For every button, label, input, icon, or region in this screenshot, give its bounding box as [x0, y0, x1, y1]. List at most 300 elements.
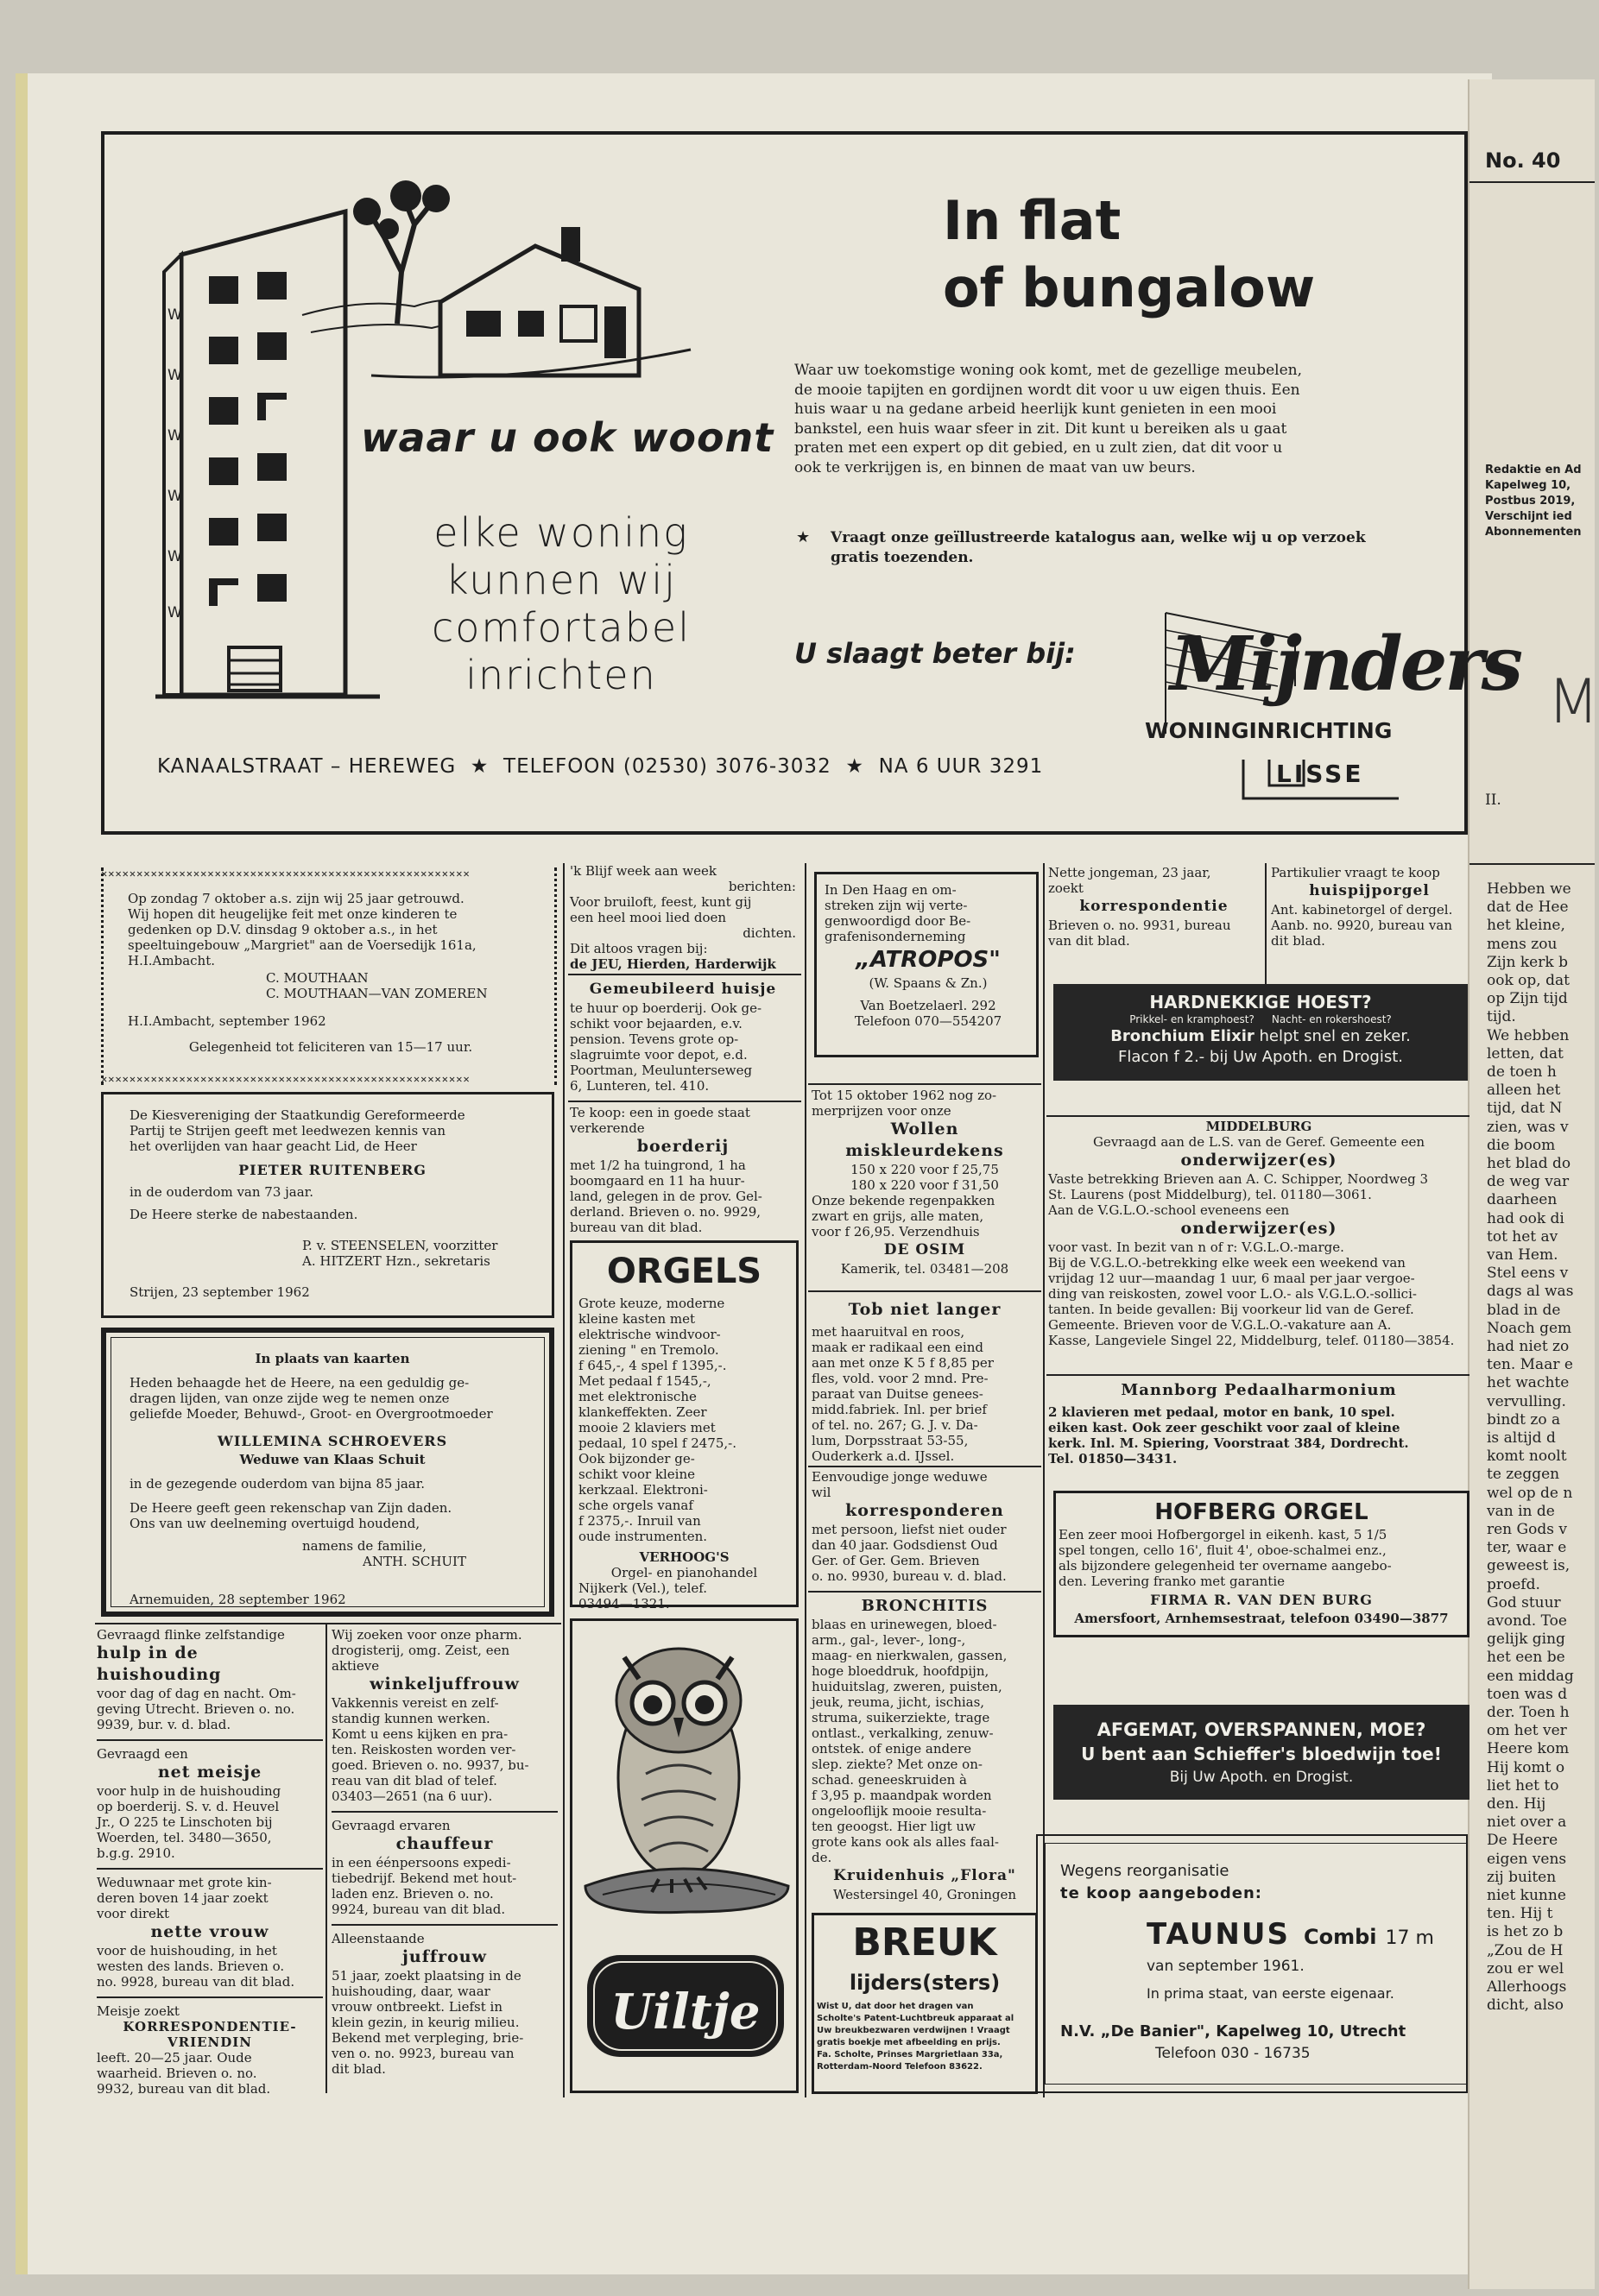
text-line: net meisje: [157, 1763, 262, 1782]
right-page-line: zou er wel: [1487, 1959, 1564, 1977]
text-line: Kruidenhuis „Flora": [833, 1867, 1016, 1884]
ad-body-line: ook te verkrijgen is, en binnen de maat van uw beurs.: [794, 458, 1196, 476]
text-line: kerk. Inl. M. Spiering, Voorstraat 384, Dordrecht.: [1048, 1435, 1409, 1451]
text-line: mooie 2 klaviers met: [578, 1420, 716, 1435]
text-line: TAUNUS: [1147, 1917, 1290, 1952]
right-page-line: op Zijn tijd: [1487, 990, 1568, 1008]
text-line: grote kans ook als alles faal-: [812, 1834, 999, 1850]
bronchitis-ad: [812, 1595, 1038, 1902]
text-line: een heel mooi lied doen: [570, 910, 727, 925]
text-line: zoekt: [1048, 880, 1084, 896]
text-line: Poortman, Meulunterseweg: [570, 1063, 753, 1078]
text-line: namens de familie,: [302, 1538, 427, 1554]
text-line: Combi: [1303, 1925, 1377, 1949]
text-line: Grote keuze, moderne: [578, 1296, 725, 1311]
right-page-line: tijd.: [1487, 1008, 1516, 1026]
text-line: Gevraagd flinke zelfstandige: [97, 1627, 285, 1643]
text-line: gratis boekje met afbeelding en prijs.: [817, 2038, 1001, 2047]
text-line: deren boven 14 jaar zoekt: [97, 1890, 269, 1906]
text-line: Vaste betrekking Brieven aan A. C. Schipper, Noordweg 3: [1048, 1171, 1429, 1187]
breuk-text: [817, 1918, 1033, 2073]
text-line: struma, suikerziekte, trage: [812, 1710, 990, 1725]
text-line: als bijzondere gelegenheid ter overname aangebo-: [1059, 1558, 1392, 1574]
x-border-right: [544, 867, 557, 1085]
text-line: 9932, bureau van dit blad.: [97, 2081, 271, 2097]
text-line: dichten.: [743, 925, 796, 941]
text-line: Amersfoort, Arnhemsestraat, telefoon 03490—3877: [1074, 1611, 1449, 1626]
text-line: H.I.Ambacht, september 1962: [128, 1013, 326, 1029]
text-line: nette vrouw: [150, 1922, 269, 1941]
right-page-line: had niet zo: [1487, 1338, 1570, 1355]
text-line: f 3,95 p. maandpak worden: [812, 1788, 992, 1803]
window-letter: W: [167, 427, 182, 445]
text-line: 17 m: [1385, 1927, 1434, 1949]
text-line: Jr., O 225 te Linschoten bij: [97, 1814, 273, 1830]
right-page-line: blad in de: [1487, 1301, 1561, 1319]
text-line: drogisterij, omg. Zeist, een: [332, 1643, 510, 1658]
text-line: arm., gal-, lever-, long-,: [812, 1632, 966, 1648]
text-line: voor dag of dag en nacht. Om-: [97, 1686, 296, 1701]
text-line: Scholte's Patent-Luchtbreuk apparaat al: [817, 2014, 1014, 2023]
right-page-line: de weg var: [1487, 1173, 1570, 1191]
orgels-text: [578, 1247, 790, 1612]
right-page-line: Stel eens v: [1487, 1265, 1569, 1283]
text-line: vrouw ontbreekt. Liefst in: [332, 1999, 502, 2015]
text-line: De Kiesvereniging der Staatkundig Gereformeerde: [130, 1107, 465, 1123]
right-page-line: is het zo b: [1487, 1923, 1564, 1941]
ad-body-line: bankstel, een huis waar sfeer in zit. Dit kunt u bereiken als u gaat: [794, 419, 1287, 438]
text-line: 150 x 220 voor f 25,75: [850, 1162, 999, 1177]
text-line: westen des lands. Brieven o.: [97, 1959, 285, 1974]
text-line: tanten. In beide gevallen: Bij voorkeur lid van de Geref.: [1048, 1302, 1414, 1317]
text-line: ORGELS: [606, 1252, 762, 1291]
right-page-line: ook op, dat: [1487, 972, 1570, 989]
text-line: Ons van uw deelneming overtuigd houdend,: [130, 1516, 420, 1531]
text-line: Onze bekende regenpakken: [812, 1193, 995, 1208]
text-line: f 2375,-. Inruil van: [578, 1513, 701, 1529]
text-line: wil: [812, 1485, 831, 1500]
text-line: WILLEMINA SCHROEVERS: [217, 1433, 448, 1449]
tagline-line: inrichten: [465, 652, 657, 698]
text-line: Wij hopen dit heugelijke feit met onze kinderen te: [128, 906, 458, 922]
section-number: II.: [1485, 792, 1501, 809]
right-page-line: het een be: [1487, 1649, 1565, 1667]
text-line: Te koop: een in goede staat: [570, 1105, 750, 1120]
text-line: Gemeubileerd huisje: [589, 981, 777, 998]
text-line: P. v. STEENSELEN, voorzitter: [302, 1238, 498, 1253]
text-line: Nette jongeman, 23 jaar,: [1048, 865, 1211, 880]
text-line: Wist U, dat door het dragen van: [817, 2002, 974, 2011]
text-line: grafenisonderneming: [825, 929, 966, 944]
right-page-line: om het ver: [1487, 1722, 1567, 1740]
text-line: hoge bloeddruk, hoofdpijn,: [812, 1663, 989, 1679]
ad-body: [794, 361, 1438, 477]
wedding-text: [128, 891, 534, 1055]
uiltje-brand: Uiltje: [610, 1984, 761, 2041]
slaagt-beter: U slaagt beter bij:: [794, 637, 1076, 670]
text-line: vrijdag 12 uur—maandag 1 uur, 6 maal per jaar vergoe-: [1048, 1271, 1415, 1286]
text-line: ontstek. of enige andere: [812, 1741, 972, 1757]
text-line: Met pedaal f 1545,-,: [578, 1373, 711, 1389]
text-line: ding van reiskosten, zowel voor L.O.- als V.G.L.O.-sollici-: [1048, 1286, 1417, 1302]
logo-city: LISSE: [1276, 760, 1364, 788]
huispijporgel-ad: [1271, 865, 1468, 949]
headline-2: of bungalow: [943, 256, 1316, 319]
text-line: In Den Haag en om-: [825, 882, 957, 898]
ad-body-line: huis waar u na gedane arbeid heerlijk kunt genieten in een mooi: [794, 401, 1277, 418]
text-line: Bronchium Elixir: [1110, 1027, 1255, 1045]
logo-sub: WONINGINRICHTING: [1145, 718, 1393, 743]
text-line: Mannborg Pedaalharmonium: [1121, 1381, 1397, 1399]
right-page-line: Hebben we: [1487, 880, 1571, 898]
text-line: onderwijzer(es): [1180, 1219, 1337, 1238]
text-line: slep. ziekte? Met onze on-: [812, 1757, 983, 1772]
text-line: of tel. no. 267; G. J. v. Da-: [812, 1417, 978, 1433]
weduwe-ad: [812, 1469, 1038, 1584]
right-page-line: wel op de n: [1487, 1484, 1573, 1502]
atropos-text: [825, 882, 1032, 1029]
text-line: ten geoogst. Hier ligt uw: [812, 1819, 976, 1834]
right-page-line: zij buiten: [1487, 1868, 1557, 1886]
text-line: lum, Dorpsstraat 53-55,: [812, 1433, 969, 1448]
right-page-line: bindt zo a: [1487, 1410, 1561, 1429]
text-line: Tob niet langer: [848, 1300, 1002, 1319]
right-page-line: God stuur: [1487, 1593, 1561, 1612]
text-line: ongelooflijk mooie resulta-: [812, 1803, 987, 1819]
text-line: merprijzen voor onze: [812, 1103, 951, 1119]
mannborg-ad: [1048, 1379, 1469, 1467]
text-line: Op zondag 7 oktober a.s. zijn wij 25 jaar getrouwd.: [128, 891, 465, 906]
right-page-line: had ook di: [1487, 1209, 1564, 1227]
text-line: voor direkt: [97, 1906, 170, 1921]
star-icon: ★: [796, 528, 811, 546]
right-page-line: ten. Maar e: [1487, 1356, 1573, 1374]
ad-body-line: Waar uw toekomstige woning ook komt, met de gezellige meubelen,: [794, 362, 1303, 379]
text-line: Van Boetzelaerl. 292: [860, 998, 996, 1013]
text-line: Weduwnaar met grote kin-: [97, 1875, 272, 1890]
text-line: Kasse, Langeviele Singel 22, Middelburg, telef. 01180—3854.: [1048, 1333, 1455, 1348]
text-line: gedenken op D.V. dinsdag 9 oktober a.s., in het: [128, 922, 438, 937]
text-line: tiebedrijf. Bekend met hout-: [332, 1870, 517, 1886]
text-line: b.g.g. 2910.: [97, 1845, 175, 1861]
text-line: spel tongen, cello 16', fluit 4', oboe-schalmei enz.,: [1059, 1542, 1387, 1558]
right-page-line: gelijk ging: [1487, 1631, 1565, 1649]
text-line: korresponderen: [845, 1501, 1004, 1520]
nette-ad: [1048, 865, 1260, 949]
text-line: N.V. „De Banier", Kapelweg 10, Utrecht: [1060, 2022, 1406, 2041]
text-line: blaas en urinewegen, bloed-: [812, 1617, 997, 1632]
text-line: Orgel- en pianohandel: [610, 1565, 758, 1580]
classifieds-left: [97, 1627, 323, 2097]
text-line: Wollen: [890, 1120, 959, 1139]
text-line: Ook bijzonder ge-: [578, 1451, 695, 1467]
text-line: op boerderij. S. v. d. Heuvel: [97, 1799, 280, 1814]
text-line: maak er radikaal een eind: [812, 1340, 983, 1355]
text-line: jeuk, reuma, jicht, ischias,: [812, 1694, 985, 1710]
text-line: H.I.Ambacht.: [128, 953, 216, 968]
text-line: laden enz. Brieven o. no.: [332, 1886, 494, 1902]
text-line: ven o. no. 9923, bureau van: [332, 2046, 515, 2061]
taunus-title-line: [1060, 1917, 1466, 1952]
text-line: Ouderkerk a.d. IJssel.: [812, 1448, 955, 1464]
text-line: Uw breukbezwaren verdwijnen ! Vraagt: [817, 2026, 1010, 2035]
right-page-line: Noach gem: [1487, 1319, 1572, 1337]
text-line: land, gelegen in de prov. Gel-: [570, 1189, 762, 1204]
text-line: te koop aangeboden:: [1060, 1884, 1263, 1902]
text-line: 03494—1321.: [578, 1596, 670, 1612]
text-line: eiken kast. Ook zeer geschikt voor zaal of kleine: [1048, 1420, 1400, 1435]
text-line: kleine kasten met: [578, 1311, 696, 1327]
right-page-line: van in de: [1487, 1502, 1555, 1520]
text-line: genwoordigd door Be-: [825, 913, 971, 929]
right-page-line: We hebben: [1487, 1026, 1570, 1044]
right-page-line: ren Gods v: [1487, 1521, 1567, 1538]
text-line: sche orgels vanaf: [578, 1498, 693, 1513]
right-page-line: vervulling.: [1487, 1392, 1566, 1410]
text-line: ziening " en Tremolo.: [578, 1342, 719, 1358]
text-line: de JEU, Hierden, Harderwijk: [570, 956, 776, 972]
text-line: Partikulier vraagt te koop: [1271, 865, 1440, 880]
text-line: elektrische windvoor-: [578, 1327, 721, 1342]
ad-bottom-line: KANAALSTRAAT – HEREWEG ★ TELEFOON (02530) 3076-3032 ★ NA 6 UUR 3291: [157, 755, 1044, 778]
text-line: klankeffekten. Zeer: [578, 1404, 707, 1420]
text-line: Eenvoudige jonge weduwe: [812, 1469, 988, 1485]
drop-letter: M: [1547, 666, 1599, 737]
masthead-line: Verschijnt ied: [1485, 510, 1572, 523]
death-notice-1-text: [130, 1107, 535, 1300]
text-line: streken zijn wij verte-: [825, 898, 968, 913]
text-line: fles, vold. voor 2 mnd. Pre-: [812, 1371, 989, 1386]
window-letter: W: [167, 488, 182, 505]
text-line: dit blad.: [332, 2061, 386, 2077]
right-page-line: zien, was v: [1487, 1118, 1569, 1136]
text-line: Rotterdam-Noord Telefoon 83622.: [817, 2062, 983, 2072]
text-line: U bent aan Schieffer's bloedwijn toe!: [1081, 1744, 1442, 1764]
text-line: HOFBERG ORGEL: [1154, 1499, 1368, 1525]
right-page-line: het blad do: [1487, 1155, 1571, 1172]
right-page-line: tijd, dat N: [1487, 1100, 1563, 1118]
text-line: 6, Lunteren, tel. 410.: [570, 1078, 710, 1094]
x-border-bottom: ✕✕✕✕✕✕✕✕✕✕✕✕✕✕✕✕✕✕✕✕✕✕✕✕✕✕✕✕✕✕✕✕✕✕✕✕✕✕✕✕✕✕✕✕✕✕✕✕✕✕✕✕: [101, 1073, 471, 1085]
hoest-subline: [1053, 1013, 1468, 1026]
right-page-line: van Hem.: [1487, 1246, 1558, 1264]
text-line: Wegens reorganisatie: [1060, 1862, 1229, 1880]
text-line: verkerende: [570, 1120, 645, 1136]
offer: [831, 528, 1435, 567]
text-line: oude instrumenten.: [578, 1529, 708, 1544]
text-line: het overlijden van haar geacht Lid, de Heer: [130, 1139, 417, 1154]
text-line: Westersingel 40, Groningen: [832, 1887, 1017, 1902]
right-page-line: letten, dat: [1487, 1044, 1564, 1063]
text-line: Ger. of Ger. Gem. Brieven: [812, 1553, 980, 1568]
right-page-line: De Heere: [1487, 1832, 1558, 1850]
right-page-line: te zeggen: [1487, 1466, 1560, 1484]
tagline-line: kunnen wij: [446, 557, 677, 603]
text-line: Prikkel- en kramphoest?: [1129, 1013, 1255, 1025]
text-line: lijders(sters): [849, 1971, 1001, 1995]
text-line: VRIENDIN: [167, 2034, 252, 2050]
text-line: in een éénpersoons expedi-: [332, 1855, 511, 1870]
classifieds-right: [332, 1627, 558, 2077]
text-line: 51 jaar, zoekt plaatsing in de: [332, 1968, 521, 1984]
right-page-line: het wachte: [1487, 1374, 1570, 1392]
page-edge: [16, 73, 28, 2274]
middelburg-ad: [1048, 1119, 1469, 1348]
text-line: VERHOOG'S: [639, 1549, 730, 1565]
right-page-line: het kleine,: [1487, 917, 1565, 935]
text-line: In prima staat, van eerste eigenaar.: [1147, 1985, 1394, 2002]
right-page-line: Zijn kerk b: [1487, 953, 1568, 971]
text-line: De Heere geeft geen rekenschap van Zijn daden.: [130, 1500, 452, 1516]
right-page-line: proefd.: [1487, 1575, 1540, 1593]
right-page-line: toen was d: [1487, 1685, 1568, 1703]
text-line: speeltuingebouw „Margriet" aan de Voersedijk 161a,: [128, 937, 477, 953]
hofberg-text: [1059, 1498, 1464, 1626]
text-line: boomgaard en 11 ha huur-: [570, 1173, 745, 1189]
text-line: Partij te Strijen geeft met leedwezen kennis van: [130, 1123, 446, 1139]
text-line: DE OSIM: [883, 1241, 966, 1258]
text-line: Ant. kabinetorgel of dergel.: [1271, 902, 1453, 918]
right-page-line: een middag: [1487, 1667, 1574, 1685]
text-line: schad. geneeskruiden à: [812, 1772, 967, 1788]
right-page-line: Hij komt o: [1487, 1758, 1565, 1776]
text-line: winkeljuffrouw: [370, 1675, 520, 1694]
text-line: geving Utrecht. Brieven o. no.: [97, 1701, 295, 1717]
right-page-line: Heere kom: [1487, 1740, 1570, 1758]
text-line: miskleurdekens: [845, 1141, 1004, 1160]
text-line: C. MOUTHAAN—VAN ZOMEREN: [266, 986, 488, 1001]
afgemat-text: [1053, 1718, 1469, 1788]
text-line: de.: [812, 1850, 832, 1865]
wollen-ad: [812, 1088, 1038, 1277]
ad-body-line: praten met een expert op dit gebied, en u zult zien, dat dit voor u: [794, 439, 1283, 457]
text-line: ten. Reiskosten worden ver-: [332, 1742, 516, 1757]
text-line: waarheid. Brieven o. no.: [97, 2066, 257, 2081]
text-line: boerderij: [636, 1137, 730, 1156]
death-notice-2-text: [130, 1351, 535, 1607]
text-line: kerkzaal. Elektroni-: [578, 1482, 708, 1498]
right-page-line: Allerhoogs: [1487, 1978, 1567, 1996]
text-line: Weduwe van Klaas Schuit: [239, 1452, 426, 1467]
text-line: dragen lijden, van onze zijde weg te nemen onze: [130, 1391, 450, 1406]
right-page-line: liet het to: [1487, 1776, 1559, 1795]
text-line: no. 9928, bureau van dit blad.: [97, 1974, 295, 1990]
text-line: Gelegenheid tot feliciteren van 15—17 uur.: [188, 1039, 473, 1055]
window-letter: W: [167, 367, 182, 384]
right-page-line: ten. Hij t: [1487, 1905, 1553, 1923]
issue-number: No. 40: [1485, 148, 1561, 173]
text-line: PIETER RUITENBERG: [238, 1162, 427, 1178]
text-line: Nijkerk (Vel.), telef.: [578, 1580, 708, 1596]
text-line: met elektronische: [578, 1389, 697, 1404]
text-line: onderwijzer(es): [1180, 1151, 1337, 1170]
slogan: waar u ook woont: [361, 414, 774, 461]
text-line: huispijporgel: [1309, 882, 1430, 899]
text-line: midd.fabriek. Inl. per brief: [812, 1402, 987, 1417]
text-line: Tot 15 oktober 1962 nog zo-: [812, 1088, 997, 1103]
text-line: Alleenstaande: [332, 1931, 425, 1946]
window-letter: W: [167, 604, 182, 621]
text-line: Fa. Scholte, Prinses Margrietlaan 33a,: [817, 2050, 1003, 2059]
text-line: Strijen, 23 september 1962: [130, 1284, 310, 1300]
right-page-line: is altijd d: [1487, 1429, 1556, 1447]
hoest-line: [1053, 1026, 1468, 1047]
right-page-line: tot het av: [1487, 1227, 1558, 1246]
text-line: chauffeur: [395, 1834, 494, 1853]
text-line: C. MOUTHAAN: [266, 970, 369, 986]
text-line: van september 1961.: [1147, 1958, 1305, 1975]
text-line: St. Laurens (post Middelburg), tel. 01180—3061.: [1048, 1187, 1372, 1202]
text-line: Gemeente. Brieven voor de V.G.L.O.-vakature aan A.: [1048, 1317, 1392, 1333]
text-line: Meisje zoekt: [97, 2003, 180, 2019]
text-line: klein gezin, in keurig milieu.: [332, 2015, 520, 2030]
text-line: 2 klavieren met pedaal, motor en bank, 10 spel.: [1048, 1404, 1395, 1420]
text-line: van dit blad.: [1048, 933, 1130, 949]
text-line: Bij Uw Apoth. en Drogist.: [1169, 1769, 1354, 1786]
masthead-line: Postbus 2019,: [1485, 495, 1576, 508]
text-line: f 645,-, 4 spel f 1395,-.: [578, 1358, 727, 1373]
text-line: In plaats van kaarten: [255, 1351, 410, 1366]
right-page-line: geweest is,: [1487, 1557, 1571, 1575]
text-line: hulp in de huishouding: [97, 1643, 222, 1684]
text-line: schikt voor bejaarden, e.v.: [570, 1016, 743, 1031]
text-line: Voor bruiloft, feest, kunt gij: [570, 894, 752, 910]
text-line: leeft. 20—25 jaar. Oude: [97, 2050, 252, 2066]
week-ad: [570, 863, 796, 972]
text-line: Aan de V.G.L.O.-school eveneens een: [1048, 1202, 1290, 1218]
text-line: goed. Brieven o. no. 9937, bu-: [332, 1757, 529, 1773]
right-page-line: dat de Hee: [1487, 899, 1569, 917]
right-page-line: niet over a: [1487, 1813, 1567, 1832]
text-line: Aanb. no. 9920, bureau van: [1271, 918, 1453, 933]
text-line: huishouding, daar, waar: [332, 1984, 490, 1999]
right-page-line: alleen het: [1487, 1082, 1561, 1100]
text-line: in de ouderdom van 73 jaar.: [130, 1184, 313, 1200]
text-line: den. Levering franko met garantie: [1059, 1574, 1285, 1589]
text-line: Bekend met verpleging, brie-: [332, 2030, 524, 2046]
text-line: Een zeer mooi Hofbergorgel in eikenh. kast, 5 1/5: [1059, 1527, 1387, 1542]
text-line: met haaruitval en roos,: [812, 1324, 965, 1340]
text-line: slagruimte voor depot, e.d.: [570, 1047, 748, 1063]
text-line: ontlast., verkalking, zenuw-: [812, 1725, 994, 1741]
text-line: Woerden, tel. 3480—3650,: [97, 1830, 272, 1845]
right-page-line: daarheen: [1487, 1191, 1558, 1209]
masthead-line: Kapelweg 10,: [1485, 479, 1571, 492]
tagline-line: elke woning: [433, 509, 689, 556]
text-line: MIDDELBURG: [1205, 1119, 1312, 1134]
offer-line: gratis toezenden.: [831, 548, 974, 566]
adjacent-page: [1468, 79, 1599, 2289]
right-page-line: ter, waar e: [1487, 1539, 1567, 1557]
right-page-line: komt noolt: [1487, 1448, 1567, 1466]
text-line: AFGEMAT, OVERSPANNEN, MOE?: [1097, 1719, 1426, 1740]
offer-line: Vraagt onze geïllustreerde katalogus aan, welke wij u op verzoek: [831, 529, 1366, 546]
window-letter: W: [167, 548, 182, 565]
right-page-line: mens zou: [1487, 935, 1558, 953]
text-line: 'k Blijf week aan week: [570, 863, 717, 879]
text-line: BRONCHITIS: [861, 1597, 989, 1615]
text-line: Heden behaagde het de Heere, na een geduldig ge-: [130, 1375, 470, 1391]
text-line: A. HITZERT Hzn., sekretaris: [302, 1253, 490, 1269]
text-line: pedaal, 10 spel f 2475,-.: [578, 1435, 736, 1451]
right-page-line: die boom: [1487, 1136, 1556, 1154]
masthead-line: Abonnementen: [1485, 526, 1582, 539]
huisje-ad: [570, 979, 796, 1094]
text-line: met 1/2 ha tuingrond, 1 ha: [570, 1157, 746, 1173]
text-line: Nacht- en rokershoest?: [1271, 1013, 1392, 1025]
text-line: KORRESPONDENTIE-: [123, 2019, 297, 2034]
text-line: Gevraagd een: [97, 1746, 188, 1762]
